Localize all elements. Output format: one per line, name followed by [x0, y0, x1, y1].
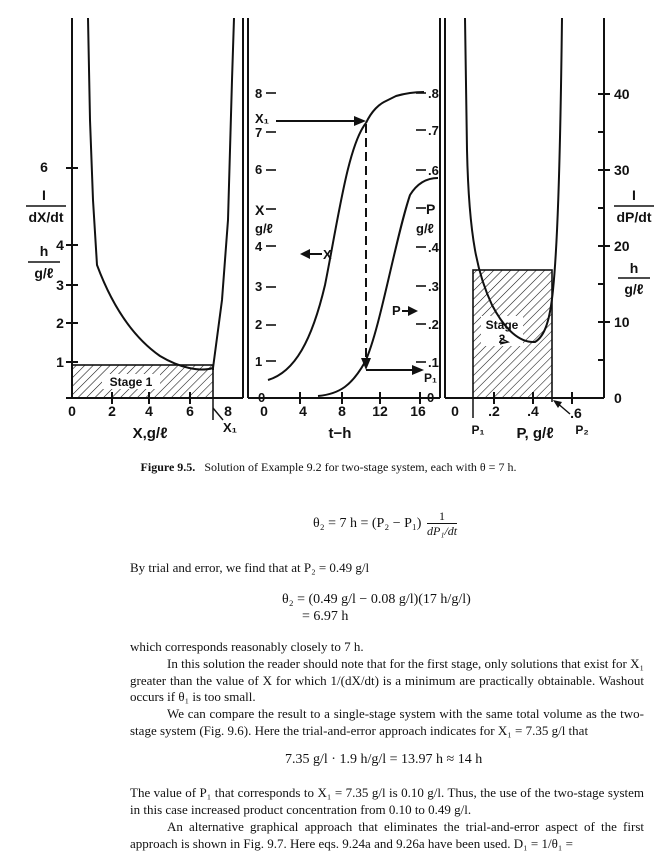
- right-tick: .4: [428, 240, 439, 255]
- x-axis-label: X,g/ℓ: [132, 425, 168, 442]
- panel-2: [248, 18, 440, 442]
- y-tick: 1: [56, 354, 64, 370]
- equation-2-line-2: = 6.97 h: [302, 609, 349, 624]
- p-curve: [318, 178, 438, 396]
- left-tick: 4: [255, 239, 263, 254]
- equation-3: 7.35 g/l · 1.9 h/g/l = 13.97 h ≈ 14 h: [285, 752, 483, 767]
- caption-text: Solution of Example 9.2 for two-stage system, each with θ = 7 h.: [204, 460, 517, 474]
- equation-2: [282, 591, 471, 625]
- left-tick: 3: [255, 279, 263, 294]
- panel-1-curve: [88, 18, 213, 370]
- p2-marker: P₂: [575, 423, 589, 437]
- right-tick: 10: [614, 314, 630, 330]
- x-tick: 0: [451, 403, 459, 419]
- y-label-unit: g/ℓ: [624, 281, 644, 297]
- left-tick: 6: [255, 162, 263, 177]
- x-tick: .2: [488, 403, 500, 419]
- right-zero: 0: [614, 390, 622, 406]
- x-curve: [268, 123, 366, 380]
- right-label-unit: g/ℓ: [416, 221, 434, 236]
- equation-2-line-1: θ₂ = (0.49 g/l − 0.08 g/l)(17 h/g/l): [282, 592, 471, 607]
- left-tick: 7: [255, 125, 263, 140]
- stage-2-label: Stage: [485, 318, 519, 332]
- right-tick: .7: [428, 123, 439, 138]
- paragraph-2: which corresponds reasonably closely to 7 h.: [130, 639, 364, 654]
- figure-caption: [0, 460, 657, 475]
- right-tick: .8: [428, 86, 439, 101]
- x-tick: 16: [410, 403, 426, 419]
- p1-marker: P₁: [471, 423, 485, 437]
- panel-3: [445, 18, 654, 442]
- y-tick: 2: [56, 315, 64, 331]
- x-tick: 0: [68, 403, 76, 419]
- equation-1-numerator: 1: [427, 510, 457, 524]
- left-tick: 8: [255, 86, 263, 101]
- paragraph-5: The value of P₁ that corresponds to X₁ = 7.35 g/l is 0.10 g/l. Thus, the use of the two-stage system in this case increased product concentration from 0.10 to 0.49 g/l.: [130, 785, 644, 817]
- equation-1-lhs: θ₂ = 7 h = (P₂ − P₁): [313, 516, 422, 532]
- y-label-bottom: h: [629, 260, 639, 276]
- x-tick: 8: [224, 403, 232, 419]
- x-tick: 4: [299, 403, 307, 419]
- panel-1: [26, 18, 243, 442]
- x-tick: 4: [145, 403, 153, 419]
- right-tick: 40: [614, 86, 630, 102]
- p-arrow-label: P: [392, 303, 401, 318]
- stage-2-number: 2: [498, 332, 506, 346]
- x1-marker-left: X₁: [255, 111, 270, 126]
- right-tick: 20: [614, 238, 630, 254]
- x-tick: .4: [527, 403, 539, 419]
- y-tick: 6: [40, 159, 48, 175]
- y-label-mid: dX/dt: [28, 209, 64, 225]
- paragraph-3: In this solution the reader should note that for the first stage, only solutions that exist for X₁ greater than the value of X for which 1/(dX/dt) is a minimum are practically obtainable. Washout occurs if θ₁ is too small.: [130, 656, 644, 704]
- y-label-top: I: [632, 187, 636, 203]
- right-tick: .2: [428, 317, 439, 332]
- y-tick: 4: [56, 237, 64, 253]
- equation-1: [313, 510, 457, 538]
- equation-1-fraction: [427, 510, 457, 538]
- paragraph-4: We can compare the result to a single-stage system with the same total volume as the two-stage system (Fig. 9.6). Here the trial-and-error approach indicates for X₁ = 7.35 g/l that: [130, 706, 644, 738]
- right-label-p: P: [426, 201, 436, 217]
- x-axis-label: P, g/ℓ: [516, 425, 554, 442]
- right-tick: .6: [428, 163, 439, 178]
- right-tick: 30: [614, 162, 630, 178]
- left-label-unit: g/ℓ: [255, 221, 273, 236]
- left-zero: 0: [258, 390, 266, 405]
- left-label-x: X: [255, 202, 265, 218]
- right-tick: .1: [428, 355, 439, 370]
- paragraph-6: An alternative graphical approach that eliminates the trial-and-error aspect of the first approach is shown in Fig. 9.7. Here eqs. 9.24a and 9.26a have been used. D₁ = 1/θ₁ =: [130, 819, 644, 851]
- y-label-unit: g/ℓ: [34, 265, 54, 281]
- stage-1-label: Stage 1: [109, 375, 153, 389]
- x-tick: .6: [570, 405, 582, 421]
- paragraph-1: By trial and error, we find that at P₂ = 0.49 g/l: [130, 560, 370, 575]
- y-tick: 3: [56, 277, 64, 293]
- x-tick: 8: [338, 403, 346, 419]
- x-tick: 2: [108, 403, 116, 419]
- caption-label: Figure 9.5.: [140, 460, 196, 474]
- y-label-top: I: [42, 187, 46, 203]
- right-zero: 0: [427, 390, 435, 405]
- right-tick: .3: [428, 279, 439, 294]
- p1-marker: P₁: [424, 371, 437, 385]
- left-tick: 2: [255, 317, 263, 332]
- y-label-bottom: h: [39, 243, 49, 259]
- equation-1-denominator: dP₁/dt: [426, 524, 458, 538]
- x1-marker: X₁: [222, 420, 238, 435]
- x-tick: 0: [260, 403, 268, 419]
- x-arrow-label: X: [323, 247, 332, 262]
- left-tick: 1: [255, 354, 263, 369]
- x-axis-label: t−h: [328, 425, 352, 442]
- y-label-mid: dP/dt: [616, 209, 652, 225]
- x-tick: 12: [372, 403, 388, 419]
- x-tick: 6: [186, 403, 194, 419]
